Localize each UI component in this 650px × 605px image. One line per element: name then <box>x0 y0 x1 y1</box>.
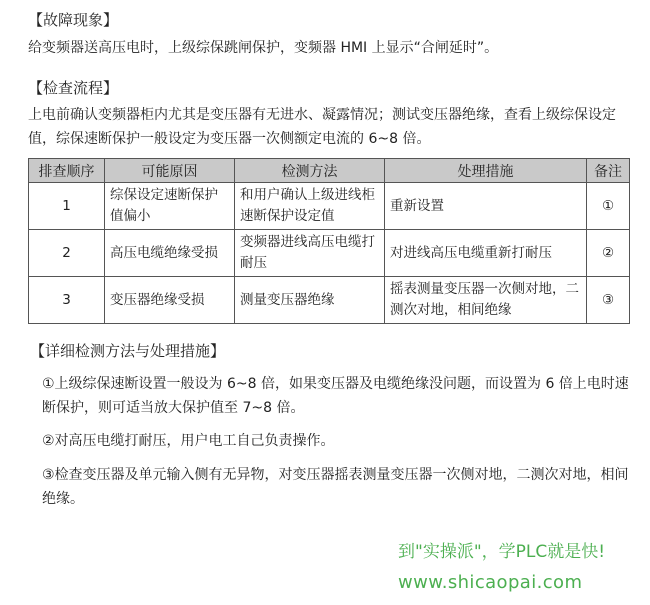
table-row <box>29 183 630 230</box>
watermark-url: www.shicaopai.com <box>398 572 583 593</box>
detail-item-1: ①上级综保速断设置一般设为 6~8 倍，如果变压器及电缆绝缘没问题，而设置为 6 倍上电时速断保护，则可适当放大保护值至 7~8 倍。 <box>42 376 629 416</box>
cell-order: 1 <box>29 183 105 230</box>
cell-action: 摇表测量变压器一次侧对地，二测次对地，相间绝缘 <box>385 277 587 324</box>
header-action: 处理措施 <box>385 159 587 183</box>
cell-action: 重新设置 <box>385 183 587 230</box>
cell-cause: 综保设定速断保护值偏小 <box>105 183 235 230</box>
header-method: 检测方法 <box>235 159 385 183</box>
cell-cause: 高压电缆绝缘受损 <box>105 230 235 277</box>
fault-description: 给变频器送高压电时，上级综保跳闸保护，变频器 HMI 上显示“合闸延时”。 <box>28 40 499 56</box>
watermark-slogan: 到"实操派"，学PLC就是快! <box>398 542 606 562</box>
header-order: 排查顺序 <box>29 159 105 183</box>
header-note: 备注 <box>587 159 630 183</box>
cell-note: ② <box>587 230 630 277</box>
troubleshooting-table <box>28 158 630 324</box>
check-description: 上电前确认变频器柜内尤其是变压器有无进水、凝露情况；测试变压器绝缘，查看上级综保设定值，综保速断保护一般设定为变压器一次侧额定电流的 6~8 倍。 <box>28 107 616 147</box>
cell-order: 3 <box>29 277 105 324</box>
cell-method: 变频器进线高压电缆打耐压 <box>235 230 385 277</box>
table-row <box>29 230 630 277</box>
table-header-row <box>29 159 630 183</box>
cell-method: 和用户确认上级进线柜速断保护设定值 <box>235 183 385 230</box>
cell-method: 测量变压器绝缘 <box>235 277 385 324</box>
cell-note: ③ <box>587 277 630 324</box>
detail-heading: 【详细检测方法与处理措施】 <box>30 342 226 360</box>
cell-order: 2 <box>29 230 105 277</box>
detail-item-2: ②对高压电缆打耐压，用户电工自己负责操作。 <box>42 433 335 449</box>
table-row <box>29 277 630 324</box>
fault-heading: 【故障现象】 <box>28 11 119 29</box>
cell-note: ① <box>587 183 630 230</box>
detail-item-3: ③检查变压器及单元输入侧有无异物，对变压器摇表测量变压器一次侧对地，二测次对地，相间绝缘。 <box>42 467 629 507</box>
header-cause: 可能原因 <box>105 159 235 183</box>
cell-action: 对进线高压电缆重新打耐压 <box>385 230 587 277</box>
check-heading: 【检查流程】 <box>28 79 119 97</box>
cell-cause: 变压器绝缘受损 <box>105 277 235 324</box>
